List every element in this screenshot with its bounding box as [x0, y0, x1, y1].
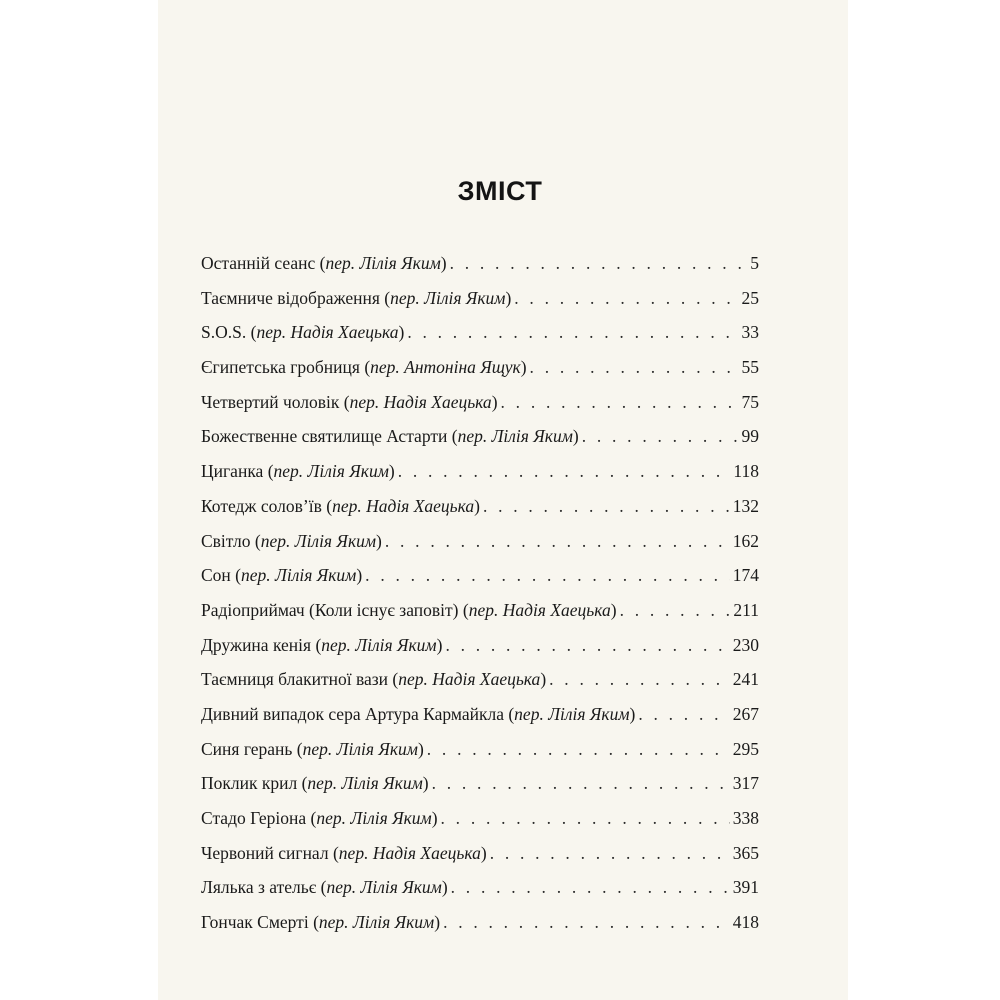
toc-entry-title: Останній сеанс (пер. Лілія Яким) [201, 253, 447, 273]
dot-leader [530, 350, 739, 385]
translator-credit: пер. Лілія Яким [307, 773, 423, 794]
page-number: 391 [732, 877, 759, 898]
toc-entry [201, 558, 759, 593]
story-title: Дружина кенія [201, 634, 312, 655]
story-title: Поклик крил [201, 773, 298, 794]
dot-leader [483, 489, 730, 524]
story-title: Дивний випадок сера Артура Кармайкла [201, 703, 504, 724]
toc-entry-title: Синя герань (пер. Лілія Яким) [201, 738, 424, 759]
translator-credit: пер. Надія Хаецька [349, 391, 492, 412]
translator-credit: пер. Надія Хаецька [468, 599, 611, 620]
story-title: Божественне святилище Астарти [201, 426, 448, 447]
toc-entry-title: Єгипетська гробниця (пер. Антоніна Ящук) [201, 357, 527, 378]
dot-leader [582, 419, 739, 454]
story-title: Синя герань [201, 738, 293, 759]
translator-credit: пер. Надія Хаецька [398, 669, 541, 690]
story-title: Єгипетська гробниця [201, 357, 360, 378]
translator-credit: пер. Надія Хаецька [332, 495, 475, 516]
toc-entry [201, 419, 759, 454]
page-number: 365 [732, 842, 759, 863]
toc-entry [201, 732, 759, 767]
story-title: Котедж солов’їв [201, 495, 322, 516]
story-title: Останній сеанс [201, 253, 316, 273]
dot-leader [365, 558, 730, 593]
translator-credit: пер. Надія Хаецька [256, 322, 399, 343]
translator-credit: пер. Лілія Яким [273, 461, 389, 482]
toc-entry [201, 870, 759, 905]
translator-credit: пер. Лілія Яким [326, 877, 442, 898]
dot-leader [514, 281, 738, 316]
toc-entry [201, 454, 759, 489]
dot-leader [398, 454, 731, 489]
toc-entry [201, 697, 759, 732]
toc-entry-title: Червоний сигнал (пер. Надія Хаецька) [201, 842, 487, 863]
toc-entry [201, 836, 759, 871]
page-number: 211 [733, 599, 759, 620]
toc-entry [201, 628, 759, 663]
dot-leader [432, 766, 730, 801]
dot-leader [490, 836, 730, 871]
translator-credit: пер. Антоніна Ящук [370, 357, 521, 378]
contents-heading: ЗМІСТ [457, 176, 543, 206]
toc-entry-title: Лялька з ательє (пер. Лілія Яким) [201, 877, 448, 898]
story-title: Циганка [201, 461, 264, 482]
translator-credit: пер. Лілія Яким [318, 912, 435, 933]
toc-entry-title: Четвертий чоловік (пер. Надія Хаецька) [201, 391, 498, 412]
translator-credit: пер. Лілія Яким [457, 426, 573, 447]
toc-entry [201, 905, 759, 940]
toc-entry-title: Радіоприймач (Коли існує заповіт) (пер. Надія Хаецька) [201, 599, 617, 620]
page-number: 174 [732, 565, 759, 586]
dot-leader [427, 732, 730, 767]
dot-leader [501, 385, 739, 420]
toc-entry [201, 489, 759, 524]
toc-entry [201, 350, 759, 385]
page-number: 33 [741, 322, 759, 343]
story-title: Лялька з ательє [201, 877, 317, 898]
toc-entry [201, 766, 759, 801]
page-number: 230 [732, 634, 759, 655]
translator-credit: пер. Лілія Яким [302, 738, 418, 759]
toc-entry-title: Таємниця блакитної вази (пер. Надія Хаецька) [201, 669, 547, 690]
page-number: 317 [732, 773, 759, 794]
toc-entry [201, 281, 759, 316]
story-title: Сон [201, 565, 231, 586]
page-number: 418 [732, 912, 759, 933]
page-number: 132 [732, 495, 759, 516]
dot-leader [385, 524, 730, 559]
translator-credit: пер. Лілія Яким [321, 634, 437, 655]
toc-entry-title: Гончак Смерті (пер. Лілія Яким) [201, 912, 441, 933]
dot-leader [450, 246, 748, 281]
story-title: Гончак Смерті [201, 912, 309, 933]
page-number: 75 [741, 391, 759, 412]
page-number: 338 [732, 808, 759, 828]
toc-entry-title: S.O.S. (пер. Надія Хаецька) [201, 322, 405, 343]
page-number: 267 [732, 703, 759, 724]
toc-entry [201, 315, 759, 350]
toc-entry [201, 593, 759, 628]
story-title: Радіоприймач (Коли існує заповіт) [201, 599, 459, 620]
toc-entry [201, 662, 759, 697]
translator-credit: пер. Лілія Яким [514, 703, 630, 724]
story-title: Світло [201, 530, 251, 551]
page-number: 25 [741, 287, 759, 308]
story-title: Стадо Геріона [201, 808, 307, 828]
toc-entry-title: Світло (пер. Лілія Яким) [201, 530, 382, 551]
toc-entry-title: Таємниче відображення (пер. Лілія Яким) [201, 287, 512, 308]
table-of-contents [201, 246, 759, 940]
story-title: Четвертий чоловік [201, 391, 340, 412]
dot-leader [443, 905, 730, 940]
translator-credit: пер. Лілія Яким [325, 253, 441, 273]
story-title: Таємниче відображення [201, 287, 380, 308]
page-number: 99 [741, 426, 759, 447]
dot-leader [441, 801, 730, 836]
page-number: 118 [733, 461, 759, 482]
dot-leader [407, 315, 738, 350]
toc-entry-title: Котедж солов’їв (пер. Надія Хаецька) [201, 495, 480, 516]
translator-credit: пер. Лілія Яким [316, 808, 432, 828]
page-number: 295 [732, 738, 759, 759]
toc-entry-title: Циганка (пер. Лілія Яким) [201, 461, 395, 482]
dot-leader [620, 593, 731, 628]
toc-entry-title: Дивний випадок сера Артура Кармайкла (пер. Лілія Яким) [201, 703, 636, 724]
toc-entry-title: Сон (пер. Лілія Яким) [201, 565, 363, 586]
story-title: Червоний сигнал [201, 842, 329, 863]
dot-leader [451, 870, 730, 905]
translator-credit: пер. Лілія Яким [241, 565, 357, 586]
toc-entry [201, 246, 759, 281]
story-title: S.O.S. [201, 322, 247, 343]
dot-leader [445, 628, 729, 663]
translator-credit: пер. Надія Хаецька [338, 842, 481, 863]
page-number: 55 [741, 357, 759, 378]
translator-credit: пер. Лілія Яким [390, 287, 506, 308]
story-title: Таємниця блакитної вази [201, 669, 389, 690]
toc-entry [201, 524, 759, 559]
toc-entry-title: Стадо Геріона (пер. Лілія Яким) [201, 808, 438, 828]
dot-leader [638, 697, 729, 732]
dot-leader [549, 662, 730, 697]
page-number: 5 [750, 253, 759, 273]
toc-entry-title: Поклик крил (пер. Лілія Яким) [201, 773, 429, 794]
page-number: 162 [732, 530, 759, 551]
translator-credit: пер. Лілія Яким [260, 530, 377, 551]
toc-entry-title: Дружина кенія (пер. Лілія Яким) [201, 634, 443, 655]
toc-entry [201, 385, 759, 420]
page-number: 241 [732, 669, 759, 690]
toc-entry [201, 801, 759, 836]
toc-entry-title: Божественне святилище Астарти (пер. Лілія Яким) [201, 426, 579, 447]
